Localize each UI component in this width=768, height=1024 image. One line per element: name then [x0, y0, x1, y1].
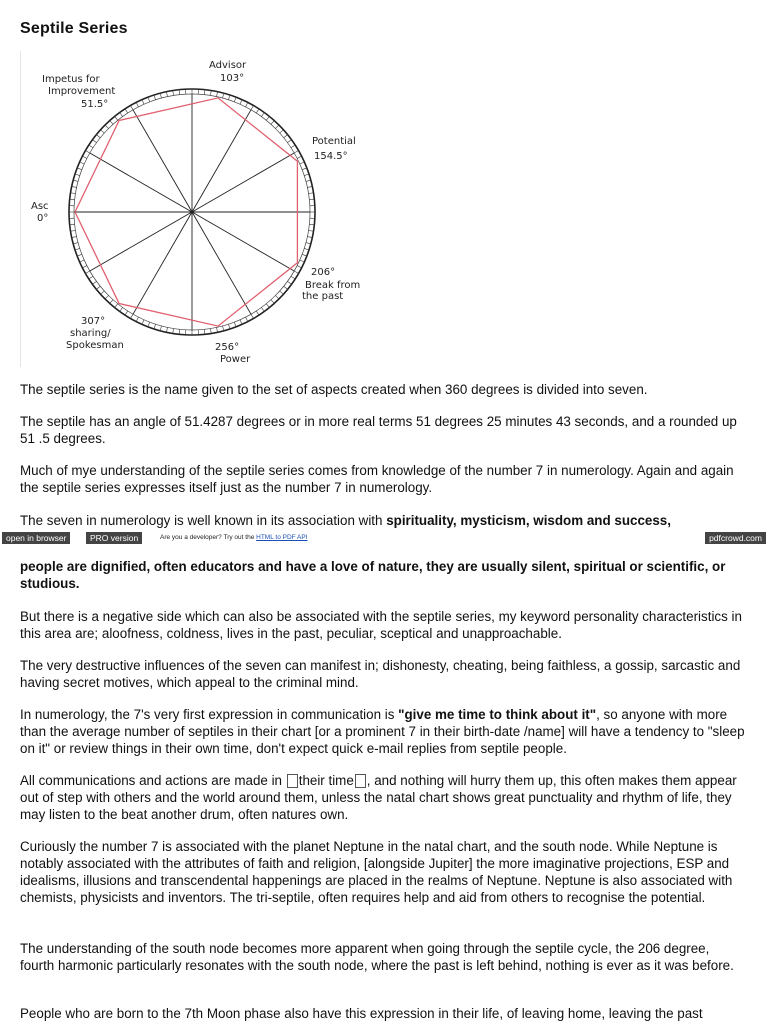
paragraph-2: The septile has an angle of 51.4287 degrees or in more real terms 51 degrees 25 minutes 43 seconds, and a rounded up 51 .5 degrees. — [20, 414, 737, 446]
wheel-tick — [160, 326, 161, 331]
wheel-tick — [136, 102, 138, 106]
wheel-tick — [71, 193, 76, 194]
wheel-tick — [294, 271, 298, 274]
label-advisor-deg: 103° — [220, 73, 245, 84]
wheel-tick — [234, 97, 236, 102]
wheel-tick — [246, 317, 248, 321]
wheel-tick — [309, 230, 314, 231]
wheel-tick — [148, 322, 150, 327]
wheel-tick — [101, 130, 105, 133]
label-impetus-deg: 51.5° — [81, 99, 109, 110]
wheel-tick — [115, 116, 118, 120]
label-power: Power — [220, 354, 251, 365]
wheel-tick — [125, 109, 128, 113]
wheel-tick — [228, 324, 230, 329]
wheel-labels — [31, 60, 360, 365]
label-asc: Asc — [31, 201, 49, 212]
label-break-line2: the past — [302, 291, 344, 302]
label-sharing-deg: 307° — [81, 316, 106, 327]
wheel-tick — [173, 91, 174, 96]
wheel-tick — [71, 230, 76, 231]
wheel-tick — [261, 112, 264, 116]
paragraph-9-text-a: All communications and actions are made in — [20, 773, 286, 788]
pdfcrowd-toolbar — [0, 531, 768, 545]
wheel-tick — [96, 286, 100, 289]
wheel-house-spoke — [133, 212, 192, 314]
wheel-house-spoke — [90, 153, 192, 212]
wheel-tick — [223, 326, 224, 331]
wheel-tick — [75, 174, 80, 176]
wheel-tick — [105, 295, 109, 299]
page-title: Septile Series — [20, 20, 128, 37]
wheel-tick — [73, 180, 78, 181]
paragraph-5 — [20, 558, 745, 592]
wheel-tick — [306, 180, 311, 181]
wheel-tick — [166, 327, 167, 332]
septile-wheel-figure — [20, 51, 363, 367]
wheel-tick — [261, 307, 264, 311]
wheel-tick — [240, 320, 242, 325]
wheel-tick — [72, 237, 77, 238]
label-break-deg: 206° — [311, 267, 336, 278]
wheel-tick — [73, 243, 78, 244]
wheel-tick — [284, 135, 288, 138]
wheel-tick — [210, 91, 211, 96]
wheel-tick — [101, 291, 105, 294]
wheel-tick — [228, 95, 230, 100]
paragraph-8-bold: "give me time to think about it" — [398, 707, 597, 722]
septile-wheel-diagram — [21, 51, 363, 367]
paragraph-9-text-c: , and nothing will hurry them up, this often makes them appear out of step with others and the world around them, unless the natal chart shows great punctuality and rhythm of life, they may listen to the beat another drum, often natures own. — [20, 773, 737, 822]
wheel-tick — [210, 329, 211, 334]
wheel-tick — [85, 271, 89, 274]
wheel-tick — [96, 135, 100, 138]
paragraph-4-text: The seven in numerology is well known in its association with — [20, 513, 387, 528]
paragraph-7: The very destructive influences of the seven can manifest in; dishonesty, cheating, being faithless, a gossip, sarcastic and having secret motives, which appeal to the criminal mind. — [20, 658, 741, 690]
wheel-tick — [266, 304, 269, 308]
wheel-tick — [125, 311, 128, 315]
wheel-tick — [154, 95, 156, 100]
wheel-tick — [223, 93, 224, 98]
wheel-tick — [240, 100, 242, 105]
label-impetus-line1: Impetus for — [42, 74, 100, 85]
open-in-browser-button[interactable]: open in browser — [2, 532, 70, 544]
wheel-tick — [280, 291, 284, 294]
wheel-tick — [154, 324, 156, 329]
paragraph-8-text-b: , so anyone with more than the average number of septiles in their chart [or a prominent 7 in their birth-date /name] will have a tendency to "sleep on it" or review things in their own time, don't expect quick e-mail replies from septile people. — [20, 707, 745, 756]
paragraph-4 — [20, 512, 745, 529]
wheel-tick — [300, 162, 305, 164]
label-asc-deg: 0° — [37, 213, 49, 224]
label-sharing-line2: Spokesman — [66, 340, 124, 351]
wheel-house-spoke — [133, 110, 192, 212]
missing-glyph-icon — [355, 774, 366, 788]
wheel-tick — [251, 314, 254, 318]
label-break-line1: Break from — [305, 280, 361, 291]
wheel-house-spoke — [90, 212, 192, 271]
wheel-tick — [115, 304, 118, 308]
wheel-tick — [80, 260, 85, 262]
paragraph-10: Curiously the number 7 is associated with the planet Neptune in the natal chart, and the south node. While Neptune is notably associated with the attributes of faith and religion, [alongside Jupiter] the more imaginative projections, ESP and idealisms, illusions and transcendental happenings are placed in the realms of Neptune. Neptune is also associated with chemists, physicists and inventors. The tri-septile, often requires help and aid from others to recognise the potential. — [20, 839, 733, 905]
paragraph-11: The understanding of the south node becomes more apparent when going through the septile cycle, the 206 degree, fourth harmonic particularly resonates with the south node, where the past is left behind, nothing is ever as it was before. — [20, 941, 734, 973]
wheel-tick — [256, 311, 259, 315]
paragraph-9-text-b: their time — [298, 773, 354, 788]
wheel-tick — [271, 121, 274, 125]
wheel-tick — [217, 92, 218, 97]
wheel-tick — [105, 125, 109, 129]
wheel-tick — [131, 105, 134, 109]
paragraph-8-text-a: In numerology, the 7's very first expression in communication is — [20, 707, 399, 722]
wheel-tick — [89, 145, 93, 148]
wheel-tick — [271, 300, 274, 304]
wheel-tick — [75, 248, 80, 250]
wheel-tick — [120, 307, 123, 311]
missing-glyph-icon — [287, 774, 298, 788]
label-power-deg: 256° — [215, 342, 240, 353]
paragraph-5-bold: people are dignified, often educators and have a love of nature, they are usually silent, spiritual or scientific, or studious. — [20, 559, 726, 591]
wheel-tick — [280, 130, 284, 133]
label-potential: Potential — [312, 136, 356, 147]
label-impetus-line2: Improvement — [48, 86, 116, 97]
wheel-tick — [302, 168, 307, 170]
wheel-tick — [131, 314, 134, 318]
wheel-house-spoke — [192, 110, 251, 212]
wheel-tick — [82, 156, 86, 158]
developer-promo — [160, 531, 308, 545]
developer-promo-text: Are you a developer? Try out the — [160, 534, 257, 541]
wheel-tick — [234, 322, 236, 327]
wheel — [69, 89, 315, 335]
label-sharing-line1: sharing/ — [70, 328, 111, 339]
wheel-tick — [148, 97, 150, 102]
pro-version-button[interactable]: PRO version — [86, 532, 142, 544]
wheel-tick — [251, 105, 254, 109]
paragraph-9 — [20, 772, 745, 823]
wheel-tick — [173, 329, 174, 334]
wheel-tick — [142, 320, 144, 325]
wheel-tick — [307, 186, 312, 187]
wheel-tick — [275, 125, 279, 129]
wheel-tick — [266, 116, 269, 120]
wheel-tick — [72, 186, 77, 187]
wheel-tick — [297, 156, 301, 158]
wheel-tick — [217, 327, 218, 332]
label-potential-deg: 154.5° — [314, 151, 348, 162]
wheel-tick — [85, 151, 89, 154]
html-to-pdf-api-link[interactable]: HTML to PDF API — [256, 534, 308, 541]
wheel-house-spoke — [192, 212, 294, 271]
wheel-house-spoke — [192, 153, 294, 212]
wheel-tick — [136, 317, 138, 321]
paragraph-4-bold: spirituality, mysticism, wisdom and success, — [386, 513, 671, 528]
wheel-tick — [120, 112, 123, 116]
wheel-tick — [300, 260, 305, 262]
wheel-house-spoke — [192, 212, 251, 314]
wheel-tick — [306, 243, 311, 244]
wheel-tick — [307, 237, 312, 238]
wheel-tick — [309, 193, 314, 194]
wheel-tick — [89, 276, 93, 279]
wheel-tick — [77, 254, 82, 256]
wheel-tick — [92, 281, 96, 284]
paragraph-1: The septile series is the name given to the set of aspects created when 360 degrees is divided into seven. — [20, 382, 648, 397]
label-advisor: Advisor — [209, 60, 247, 71]
wheel-tick — [92, 140, 96, 143]
wheel-tick — [287, 281, 291, 284]
wheel-tick — [294, 151, 298, 154]
wheel-tick — [80, 162, 85, 164]
wheel-tick — [287, 140, 291, 143]
paragraph-6: But there is a negative side which can also be associated with the septile series, my keyword personality characteristics in this area are; aloofness, coldness, lives in the past, peculiar, sceptical and unapproachable. — [20, 609, 742, 641]
paragraph-3: Much of mye understanding of the septile series comes from knowledge of the number 7 in numerology. Again and again the septile series expresses itself just as the number 7 in numerology. — [20, 463, 734, 495]
wheel-tick — [291, 276, 295, 279]
wheel-tick — [275, 295, 279, 299]
wheel-tick — [110, 121, 113, 125]
pdfcrowd-brand-link[interactable]: pdfcrowd.com — [705, 532, 766, 544]
wheel-tick — [166, 92, 167, 97]
wheel-tick — [160, 93, 161, 98]
wheel-tick — [142, 100, 144, 105]
wheel-tick — [82, 266, 86, 268]
wheel-tick — [291, 145, 295, 148]
wheel-tick — [246, 102, 248, 106]
wheel-tick — [297, 266, 301, 268]
wheel-tick — [256, 109, 259, 113]
paragraph-12: People who are born to the 7th Moon phase also have this expression in their life, of leaving home, leaving the past — [20, 1006, 703, 1021]
wheel-tick — [77, 168, 82, 170]
wheel-tick — [304, 174, 309, 176]
wheel-tick — [110, 300, 113, 304]
wheel-tick — [284, 286, 288, 289]
wheel-tick — [304, 248, 309, 250]
wheel-tick — [302, 254, 307, 256]
paragraph-8 — [20, 706, 745, 757]
